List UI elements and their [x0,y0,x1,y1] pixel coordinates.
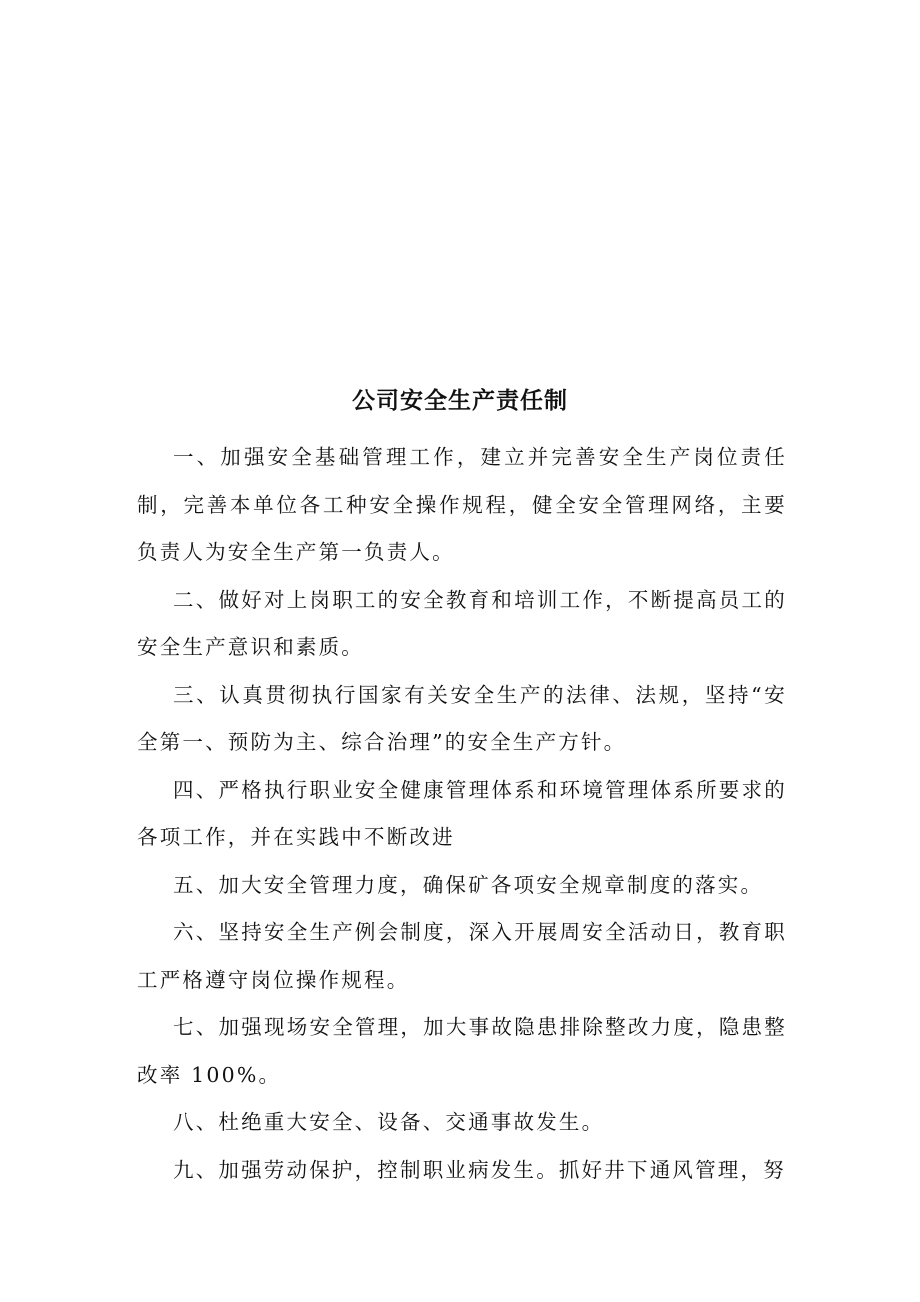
paragraph-6: 六、坚持安全生产例会制度，深入开展周安全活动日，教育职工严格遵守岗位操作规程。 [137,920,787,992]
page-title: 公司安全生产责任制 [352,388,568,414]
paragraph-1: 一、加强安全基础管理工作，建立并完善安全生产岗位责任制，完善本单位各工种安全操作规程，健全安全管理网络，主要负责人为安全生产第一负责人。 [137,445,787,564]
paragraph-7: 七、加强现场安全管理，加大事故隐患排除整改力度，隐患整改率 100%。 [137,1015,787,1087]
paragraph-3: 三、认真贯彻执行国家有关安全生产的法律、法规，坚持“安全第一、预防为主、综合治理”的安全生产方针。 [137,682,787,754]
paragraph-5: 五、加大安全管理力度，确保矿各项安全规章制度的落实。 [173,872,764,897]
paragraph-2: 二、做好对上岗职工的安全教育和培训工作，不断提高员工的安全生产意识和素质。 [137,587,787,659]
document-body [137,434,787,1194]
paragraph-8: 八、杜绝重大安全、设备、交通事故发生。 [173,1110,605,1134]
paragraph-4: 四、严格执行职业安全健康管理体系和环境管理体系所要求的各项工作，并在实践中不断改进 [137,777,787,849]
paragraph-9: 九、加强劳动保护，控制职业病发生。抓好井下通风管理，努 [173,1157,786,1182]
